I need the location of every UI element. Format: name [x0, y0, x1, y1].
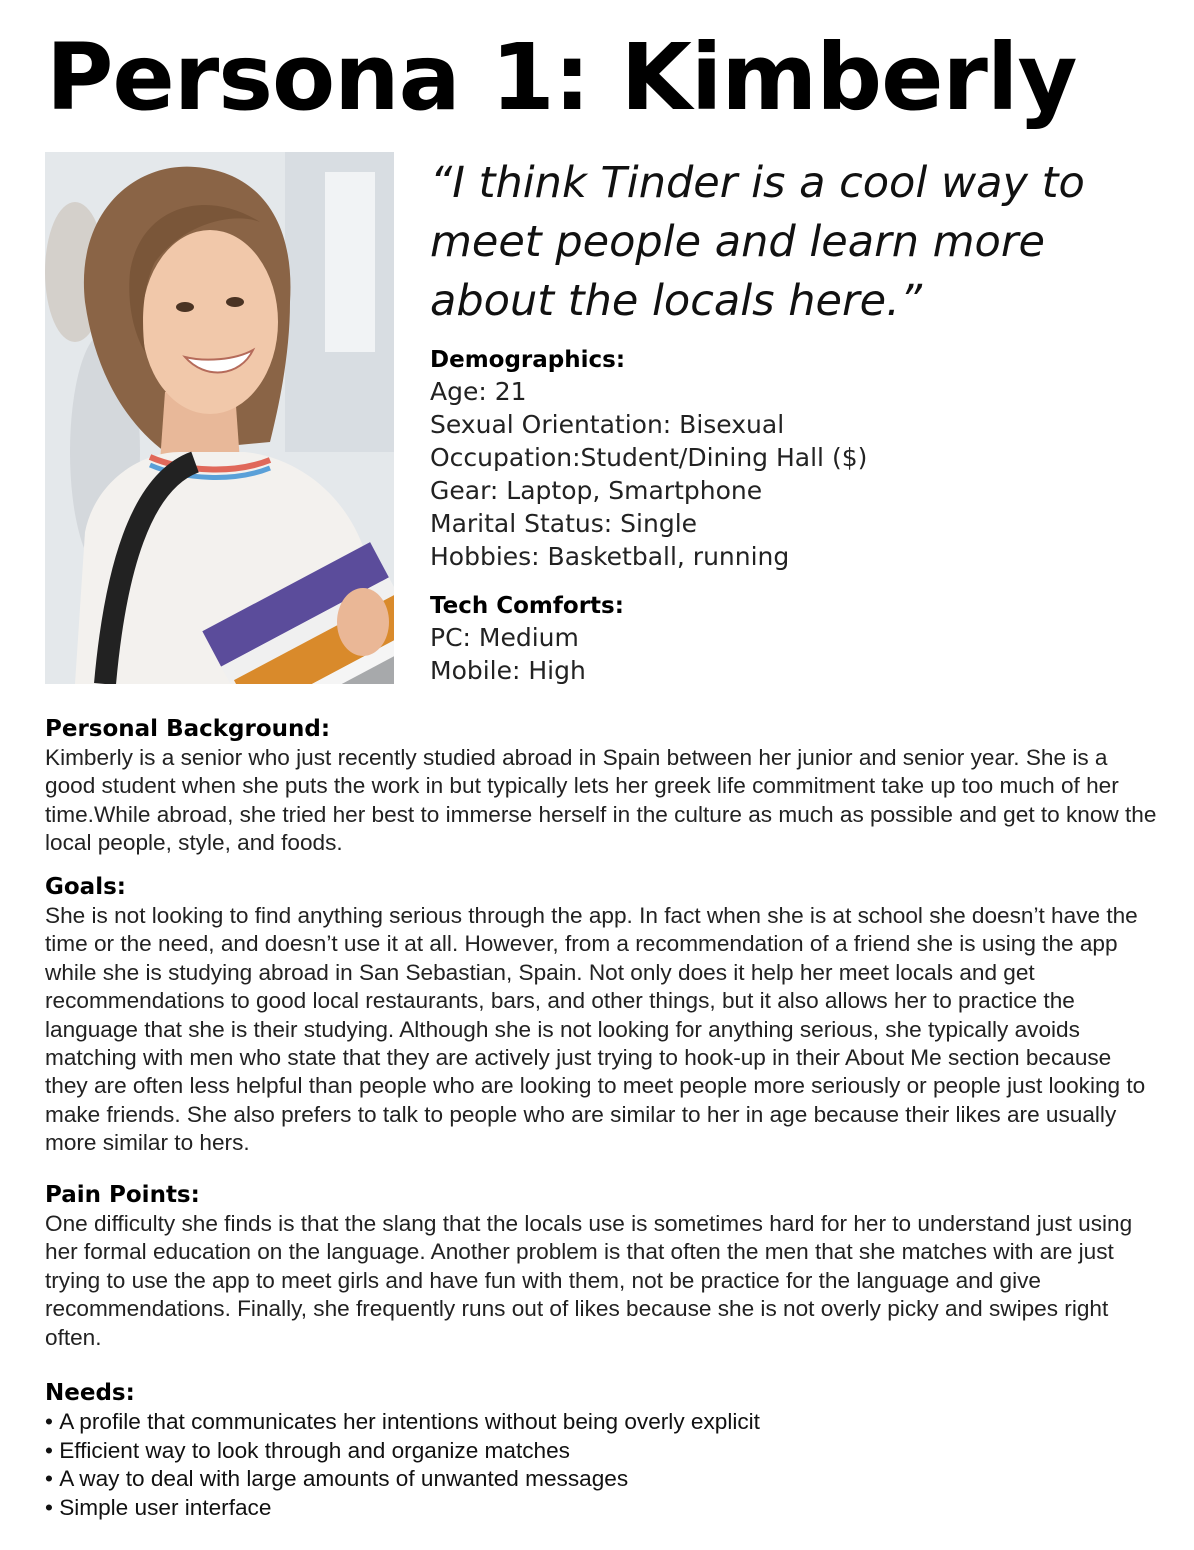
list-item: • Simple user interface [45, 1494, 1160, 1523]
demographics-section [430, 345, 1150, 573]
tech-comfort-mobile: Mobile: High [430, 656, 586, 685]
list-item: • Efficient way to look through and organize matches [45, 1437, 1160, 1466]
persona-photo [45, 152, 394, 684]
persona-quote: “I think Tinder is a cool way to meet people and learn more about the locals here.” [430, 158, 1085, 326]
demographic-age: Age: 21 [430, 377, 527, 406]
page-title: Persona 1: Kimberly [46, 24, 1077, 131]
needs-section [45, 1378, 1160, 1522]
goals-text: She is not looking to find anything serious through the app. In fact when she is at school she doesn’t have the time or the need, and doesn’t use it at all. However, from a recommendation of a friend she is using the app while she is studying abroad in San Sebastian, Spain. Not only does it help her meet locals and get recommendations to good local restaurants, bars, and other things, but it also allows her to practice the language that she is their studying. Although she is not looking for anything serious, she typically avoids matching with men who state that they are actively just trying to hook-up in their About Me section because they are often less helpful than people who are looking to meet people more seriously or people just looking to make friends. She also prefers to talk to people who are similar to her in age because their likes are usually more similar to hers. [45, 903, 1146, 1156]
needs-heading: Needs: [45, 1380, 135, 1406]
list-item: • A way to deal with large amounts of unwanted messages [45, 1465, 1160, 1494]
pain-points-heading: Pain Points: [45, 1182, 200, 1208]
demographic-gear: Gear: Laptop, Smartphone [430, 476, 763, 505]
demographic-marital-status: Marital Status: Single [430, 509, 698, 538]
pain-points-text: One difficulty she finds is that the slang that the locals use is sometimes hard for her to understand just using her formal education on the language. Another problem is that often the men that she matches with are just trying to use the app to meet girls and have fun with them, not be practice for the language and give recommendations. Finally, she frequently runs out of likes because she is not overly picky and swipes right often. [45, 1211, 1133, 1350]
personal-background-section [45, 714, 1160, 858]
personal-background-text: Kimberly is a senior who just recently studied abroad in Spain between her junior and senior year. She is a good student when she puts the work in but typically lets her greek life commitment take up too much of her time.While abroad, she tried her best to immerse herself in the culture as much as possible and get to know the local people, style, and foods. [45, 745, 1157, 856]
demographic-occupation: Occupation:Student/Dining Hall ($) [430, 443, 868, 472]
demographics-heading: Demographics: [430, 347, 626, 373]
needs-list [45, 1408, 1160, 1522]
list-item: • A profile that communicates her intentions without being overly explicit [45, 1408, 1160, 1437]
personal-background-heading: Personal Background: [45, 716, 331, 742]
goals-heading: Goals: [45, 874, 126, 900]
tech-comforts-section [430, 591, 1150, 687]
goals-section [45, 872, 1160, 1158]
pain-points-section [45, 1180, 1160, 1352]
demographic-hobbies: Hobbies: Basketball, running [430, 542, 790, 571]
tech-comfort-pc: PC: Medium [430, 623, 579, 652]
demographic-orientation: Sexual Orientation: Bisexual [430, 410, 785, 439]
tech-comforts-heading: Tech Comforts: [430, 593, 624, 619]
